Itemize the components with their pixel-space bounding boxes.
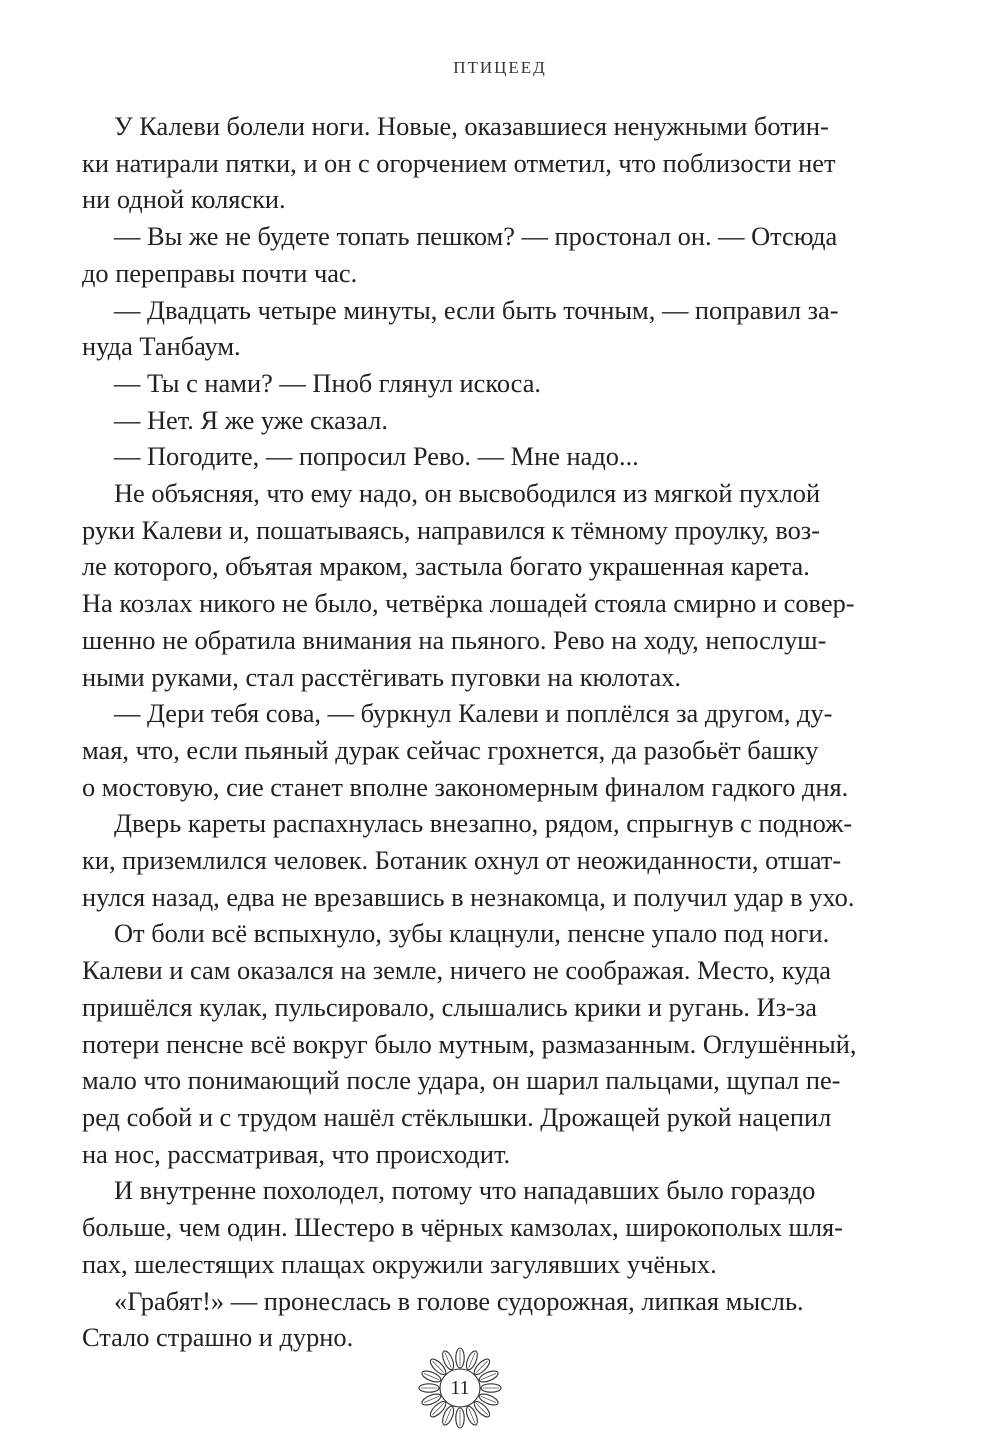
paragraph: — Вы же не будете топать пешком? — простонал он. — Отсюда до переправы почти час. [82,221,838,288]
paragraph: — Погодите, — попросил Рево. — Мне надо... [114,441,639,472]
paragraph: «Грабят!» — пронеслась в голове судорожная, липкая мысль. Стало страшно и дурно. [82,1285,804,1353]
ornament-petal-vein [476,1404,487,1415]
paragraph: От боли всё вспыхнуло, зубы клацнули, пенсне упало под ноги. Калеви и сам оказался на земле, ничего не соображая. Место, куда пришёлся кулак, пульсировало, слышались крики и ругань. Из-за потери пенсне всё вокруг было мутным, размазанным. Оглушённый, мало что понимающий после удара, он шарил пальцами, щупал пе- ред собой и с трудом нашёл стёклышки. Дрожащей рукой нацепил на нос, рассматривая, что происходит. [82,918,857,1169]
page-number: 11 [450,1377,470,1399]
paragraph: — Ты с нами? — Пноб глянул искоса. [114,367,542,398]
paragraph: — Нет. Я же уже сказал. [114,404,388,435]
paragraph: У Калеви болели ноги. Новые, оказавшиеся ненужными ботин- ки натирали пятки, и он с огорчением отметил, что поблизости нет ни одной коляски. [82,111,836,215]
paragraph: Не объясняя, что ему надо, он высвободился из мягкой пухлой руки Калеви и, пошатываясь, направился к тёмному проулку, воз- ле которого, объятая мраком, застыла богато украшенная карета. На козлах никого не было, четвёрка лошадей стояла смирно и совер- шенно не обратила внимания на пьяного. Рево на ходу, непослуш- ными руками, стал расстёгивать пуговки на кюлотах. [82,478,855,692]
ornament-petal-vein [432,1404,443,1415]
ornament-petal-vein [476,1361,487,1372]
paragraph: И внутренне похолодел, потому что нападавших было гораздо больше, чем один. Шестеро в чёрных камзолах, широкополых шля- пах, шелестящих плащах окружили загулявших учёных. [82,1175,843,1279]
paragraph: — Двадцать четыре минуты, если быть точным, — поправил за- нуда Танбаум. [82,294,839,362]
ornament-petal-vein [432,1361,443,1372]
paragraph: — Дери тебя сова, — буркнул Калеви и поплёлся за другом, ду- мая, что, если пьяный дурак сейчас грохнется, да разобьёт башку о мостовую, сие станет вполне закономерным финалом гадкого дня. [82,698,849,802]
running-header: ПТИЦЕЕД [453,58,547,77]
paragraph: Дверь кареты распахнулась внезапно, рядом, спрыгнув с поднож- ки, приземлился человек. Ботаник охнул от неожиданности, отшат- нулся назад, едва не врезавшись в незнакомца, и получил удар в ухо. [82,808,855,912]
main-text [82,108,888,1356]
